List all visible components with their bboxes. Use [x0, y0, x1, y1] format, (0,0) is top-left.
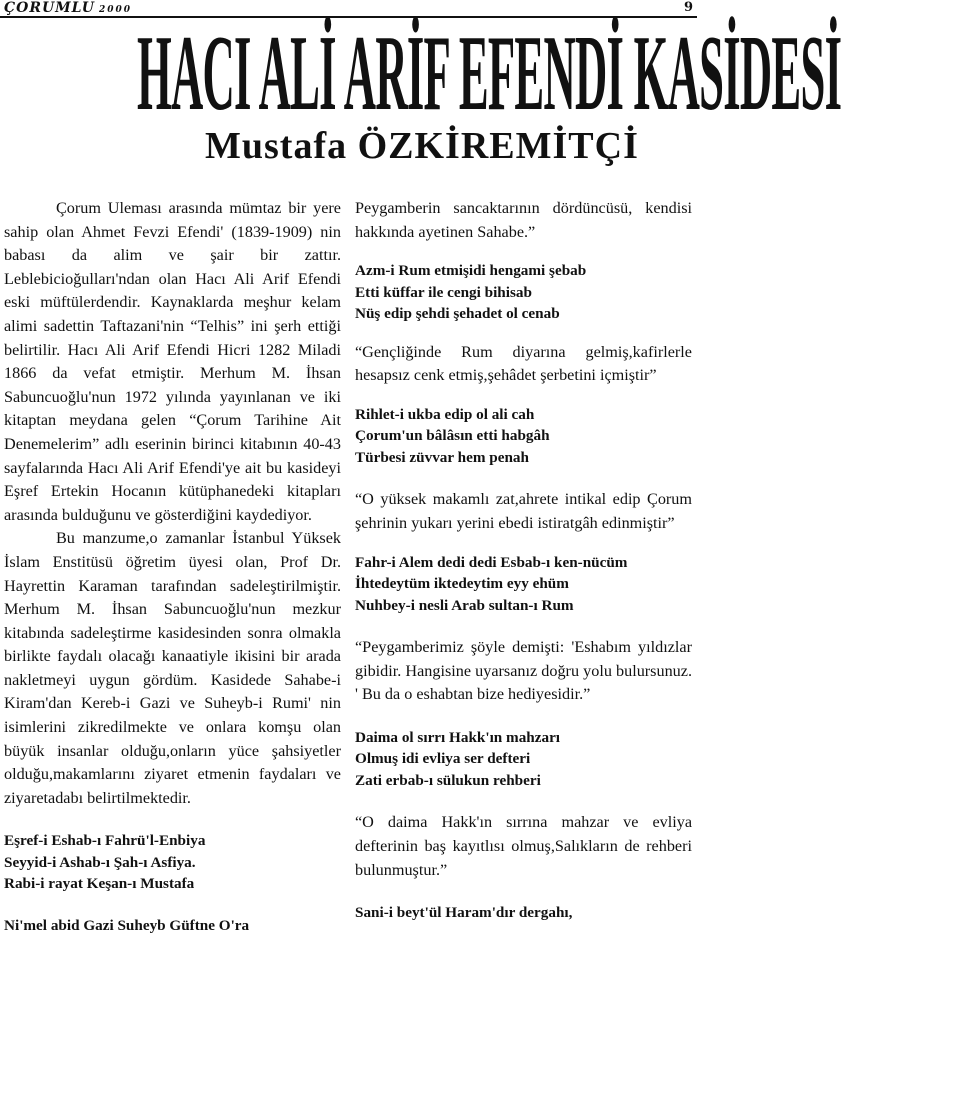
right-column [355, 197, 692, 924]
paragraph: “O daima Hakk'ın sırrına mahzar ve evliya defterinin baş kayıtlısı olmuş,Salıkların de rehberi bulunmuştur.” [355, 813, 692, 879]
paragraph: Çorum Uleması arasında mümtaz bir yere sahip olan Ahmet Fevzi Efendi' (1839-1909) nin babası da alim ve şair bir zattır. Leblebicioğulları'ndan olan Hacı Ali Arif Efendi eski müftülerdendir. Kaynaklarda meşhur kelam alimi sadettin Taftazani'nin “Telhis” ini şerh ettiği belirtilir. Hacı Ali Arif Efendi Hicri 1282 Miladi 1866 da vefat etmiştir. Merhum M. İhsan Sabuncuoğlu'nun 1972 yılında yayınlanan ve iki kitaptan meydana gelen “Çorum Tarihine Ait Denemelerim” adlı eserinin birinci kitabının 40-43 sayfalarında Hacı Ali Arif Efendi'ye ait bu kasideyi Eşref Ertekin Hocanın kütüphanedeki kitapları arasında bulduğunu ve gösterdiğini kaydediyor. [4, 199, 341, 524]
verse-line: Fahr-i Alem dedi dedi Esbab-ı ken-nücüm [355, 553, 628, 571]
verse-line: Etti küffar ile cengi bihisab [355, 283, 532, 301]
article-title [0, 14, 842, 134]
paragraph: “Peygamberimiz şöyle demişti: 'Eshabım yıldızlar gibidir. Hangisine uyarsanız doğru yolu bulursunuz. ' Bu da o eshabtan bize hediyesidir.” [355, 638, 692, 704]
left-column [4, 197, 341, 936]
verse-line: Türbesi züvvar hem penah [355, 448, 529, 466]
verse-line: Sani-i beyt'ül Haram'dır dergahı, [355, 904, 573, 922]
verse-line: Rihlet-i ukba edip ol ali cah [355, 405, 535, 423]
verse-line: Olmuş idi evliya ser defteri [355, 750, 531, 768]
article-title-text: HACI ALİ ARİF EFENDİ KASİDESİ [136, 14, 842, 134]
verse-line: Zati erbab-ı sülukun rehberi [355, 771, 541, 789]
verse-block [355, 727, 692, 792]
verse-line: Daima ol sırrı Hakk'ın mahzarı [355, 728, 561, 746]
paragraph: Bu manzume,o zamanlar İstanbul Yüksek İslam Enstitüsü öğretim üyesi olan, Prof Dr. Hayrettin Karaman tarafından sadeleştirilmiştir. Merhum M. İhsan Sabuncuoğlu'nun mezkur kitabında sadeleştirme kasidesinden sonra olmakla birlikte faydalı olacağı kanaatiyle ikisini bir arada nakletmeyi uygun gördüm. Kasidede Sahabe-i Kiram'dan Kereb-i Gazi ve Suheyb-i Rumi' nin isimlerini zikredilmekte ve onlara komşu olan büyük insanlar olduğu,onların yüce şahsiyetler olduğu,makamlarını ziyaret etmenin faydaları ve ziyaretadabı belirtilmektedir. [4, 529, 341, 807]
page-number: 9 [683, 0, 693, 15]
verse-block [355, 902, 692, 924]
verse-line: Ni'mel abid Gazi Suheyb Güftne O'ra [4, 916, 250, 934]
paragraph: Peygamberin sancaktarının dördüncüsü, kendisi hakkında ayetinen Sahabe.” [355, 199, 692, 241]
verse-block [355, 260, 692, 325]
verse-line: Seyyid-i Ashab-ı Şah-ı Asfiya. [4, 853, 196, 871]
verse-line: Rabi-i rayat Keşan-ı Mustafa [4, 875, 195, 893]
verse-line: Nuhbey-i nesli Arab sultan-ı Rum [355, 596, 574, 614]
paragraph: “O yüksek makamlı zat,ahrete intikal edip Çorum şehrinin yukarı yerini ebedi istiratgâh edinmiştir” [355, 490, 692, 532]
brand-year: 2000 [98, 5, 133, 15]
verse-line: Eşref-i Eshab-ı Fahrü'l-Enbiya [4, 832, 206, 850]
magazine-brand [4, 0, 132, 16]
verse-line: Çorum'un bâlâsın etti habgâh [355, 427, 550, 445]
verse-block [355, 404, 692, 469]
verse-line: Nüş edip şehdi şehadet ol cenab [355, 305, 560, 323]
verse-block [4, 830, 341, 895]
article-author: Mustafa ÖZKİREMİTÇİ [205, 125, 639, 167]
verse-block [4, 915, 341, 937]
verse-line: Azm-i Rum etmişidi hengami şebab [355, 262, 587, 280]
verse-block [355, 552, 692, 617]
paragraph: “Gençliğinde Rum diyarına gelmiş,kafirlerle hesapsız cenk etmiş,şehâdet şerbetini içmiştir” [355, 342, 692, 385]
verse-line: İhtedeytüm iktedeytim eyy ehüm [355, 575, 569, 593]
brand-name: ÇORUMLU [4, 0, 95, 16]
